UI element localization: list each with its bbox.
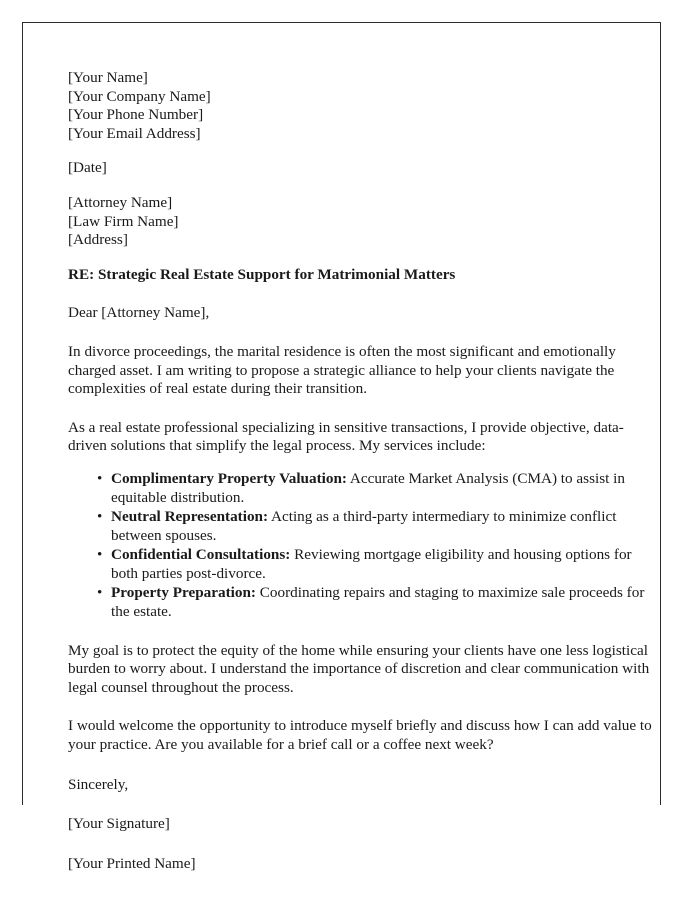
body-paragraph-2: As a real estate professional specializing in sensitive transactions, I provide objective, data-driven solutions that simplify the legal process. My services include: [68,418,624,455]
sender-name: [Your Name] [68,69,148,86]
date-block [68,159,660,178]
recipient-attorney-name: [Attorney Name] [68,193,173,211]
service-label: Neutral Representation: [111,508,269,526]
list-item [68,508,660,545]
closing-salutation: Sincerely, [68,775,129,793]
body-paragraph-1: In divorce proceedings, the marital residence is often the most significant and emotionally charged asset. I am writing to propose a strategic alliance to help your clients navigate the complexities of real estate during their transition. [68,342,616,398]
recipient-address: [Address] [68,231,128,249]
bullet-icon: • [97,584,103,602]
sender-phone: [Your Phone Number] [68,106,204,124]
service-text: Coordinating repairs and staging to maximize sale proceeds for the estate. [111,584,645,621]
letter-date: [Date] [68,159,107,177]
sender-company: [Your Company Name] [68,87,211,105]
sender-email: [Your Email Address] [68,124,201,142]
services-list [68,470,660,622]
list-item [68,584,660,621]
body-paragraph-4: I would welcome the opportunity to introduce myself briefly and discuss how I can add value to your practice. Are you available for a brief call or a coffee next week? [68,717,652,754]
printed-name-placeholder: [Your Printed Name] [68,854,196,872]
bullet-icon: • [97,469,103,487]
list-item [68,470,660,507]
bullet-icon: • [97,546,103,564]
salutation: Dear [Attorney Name], [68,304,210,322]
letter-content [68,69,660,873]
list-item [68,546,660,583]
recipient-address-block [68,194,660,250]
document-page [22,22,661,872]
service-label: Property Preparation: [111,584,256,602]
service-label: Complimentary Property Valuation: [111,469,347,487]
service-text: Reviewing mortgage eligibility and housing options for both parties post-divorce. [111,546,632,582]
recipient-law-firm: [Law Firm Name] [68,212,179,230]
body-paragraph-3: My goal is to protect the equity of the home while ensuring your clients have one less logistical burden to worry about. I understand the importance of discretion and clear communication with legal counsel throughout the process. [68,641,650,696]
signature-placeholder: [Your Signature] [68,815,170,833]
service-text: Accurate Market Analysis (CMA) to assist in equitable distribution. [111,469,625,506]
service-label: Confidential Consultations: [111,546,291,564]
subject-line: RE: Strategic Real Estate Support for Matrimonial Matters [68,265,456,283]
sender-address-block [68,69,660,143]
bullet-icon: • [97,508,103,526]
service-text: Acting as a third-party intermediary to minimize conflict between spouses. [111,508,617,544]
